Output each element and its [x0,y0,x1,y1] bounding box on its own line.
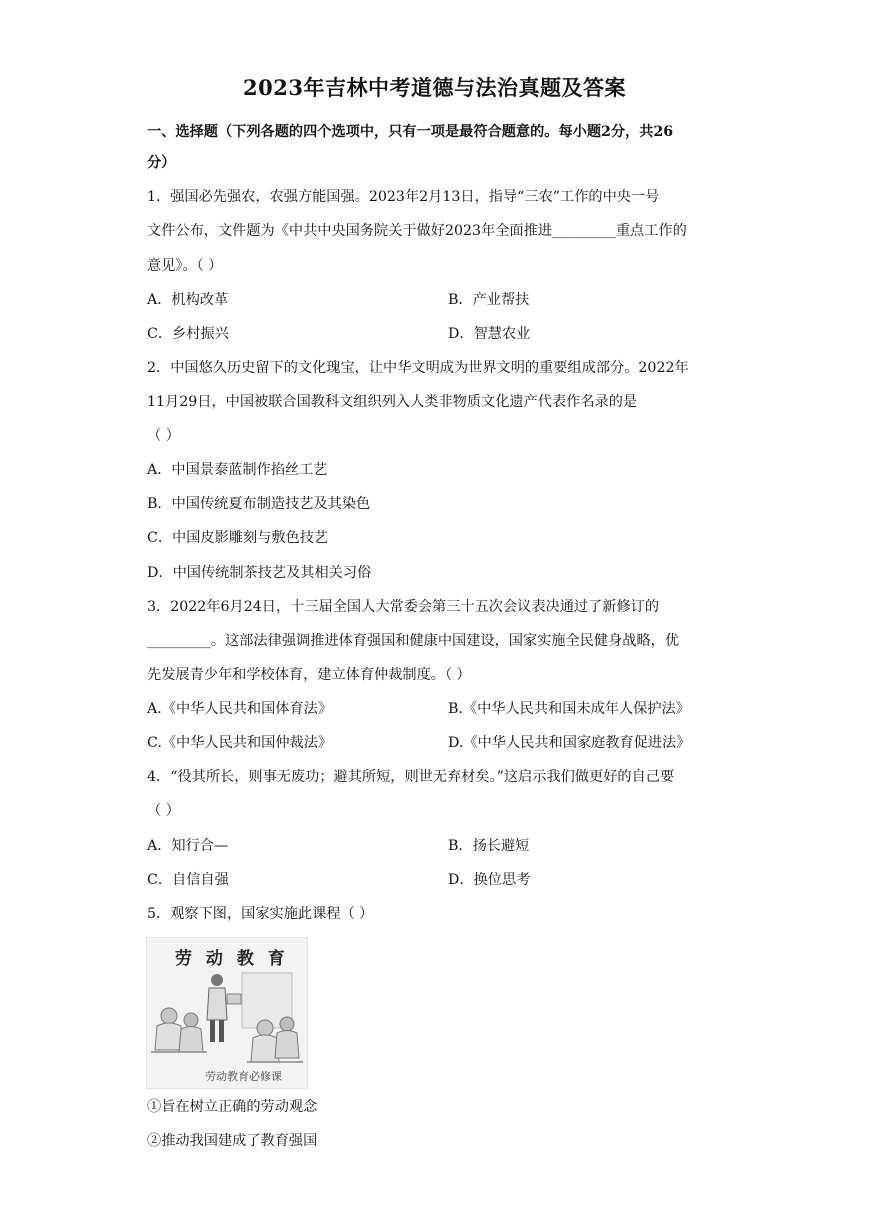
q1-line2: 文件公布，文件题为《中共中央国务院关于做好2023年全面推进_________重点工作的 [147,223,687,239]
q1-option-c: C．乡村振兴 [147,326,229,342]
q4-line2: （ ） [147,803,180,819]
q5-line1: 5．观察下图，国家实施此课程（ ） [147,906,374,922]
q2-option-b: B．中国传统夏布制造技艺及其染色 [147,496,371,512]
q3-option-d: D.《中华人民共和国家庭教育促进法》 [448,735,691,751]
q1-line1: 1．强国必先强农，农强方能国强。2023年2月13日，指导“三农”工作的中央一号 [147,189,660,205]
section-heading-line2: 分） [147,155,176,171]
q3-line3: 先发展青少年和学校体育，建立体育仲裁制度。（ ） [147,667,471,683]
q4-option-a: A．知行合— [147,838,229,854]
labor-education-figure [146,937,308,1089]
figure-caption: 劳动教育必修课 [205,1070,282,1083]
q2-option-c: C．中国皮影雕刻与敷色技艺 [147,530,329,546]
q2-line1: 2．中国悠久历史留下的文化瑰宝，让中华文明成为世界文明的重要组成部分。2022年 [147,360,689,376]
q3-option-c: C.《中华人民共和国仲裁法》 [147,735,333,751]
q3-line1: 3．2022年6月24日，十三届全国人大常委会第三十五次会议表决通过了新修订的 [147,599,660,615]
q2-line2: 11月29日，中国被联合国教科文组织列入人类非物质文化遗产代表作名录的是 [147,394,638,410]
q4-option-b: B．扬长避短 [448,838,530,854]
section-heading-line1: 一、选择题（下列各题的四个选项中，只有一项是最符合题意的。每小题2分，共26 [147,124,674,140]
figure-title: 劳 动 教 育 [175,949,289,969]
classroom-illustration [147,968,307,1068]
q1-option-b: B．产业帮扶 [448,292,530,308]
q4-line1: 4．“役其所长，则事无废功；避其所短，则世无弃材矣。”这启示我们做更好的自己要 [147,769,675,785]
q3-line2: _________。这部法律强调推进体育强国和健康中国建设，国家实施全民健身战略，优 [147,633,680,649]
q5-item-2: ②推动我国建成了教育强国 [147,1133,318,1149]
q1-option-d: D．智慧农业 [448,326,531,342]
q2-option-a: A．中国景泰蓝制作掐丝工艺 [147,462,328,478]
document-title: 2023年吉林中考道德与法治真题及答案 [243,75,626,100]
q4-option-c: C．自信自强 [147,872,229,888]
q5-item-1: ①旨在树立正确的劳动观念 [147,1099,318,1115]
q1-option-a: A．机构改革 [147,292,229,308]
q1-line3: 意见》。（ ） [147,258,223,274]
q3-option-b: B.《中华人民共和国未成年人保护法》 [448,701,690,717]
q2-option-d: D．中国传统制茶技艺及其相关习俗 [147,565,372,581]
q3-option-a: A.《中华人民共和国体育法》 [147,701,333,717]
q2-line3: （ ） [147,428,180,444]
q4-option-d: D．换位思考 [448,872,531,888]
